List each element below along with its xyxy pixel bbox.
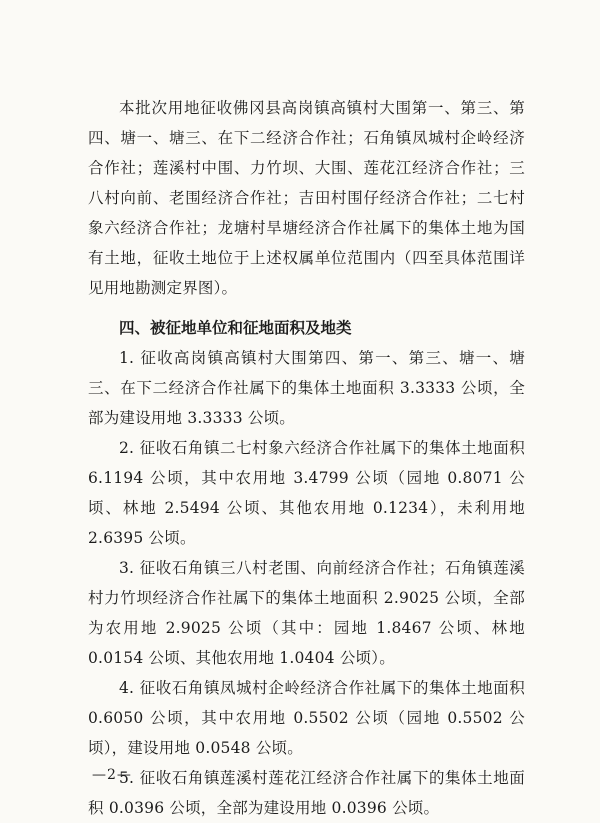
paragraph-item-1: 1. 征收高岗镇高镇村大围第四、第一、第三、塘一、塘三、在下二经济合作社属下的集体土地面积 3.3333 公顷，全部为建设用地 3.3333 公顷。 — [88, 349, 525, 427]
paragraph-intro: 本批次用地征收佛冈县高岗镇高镇村大围第一、第三、第四、塘一、塘三、在下二经济合作社；石角镇凤城村企岭经济合作社；莲溪村中围、力竹坝、大围、莲花江经济合作社；三八村向前、老围经济合作社；吉田村围仔经济合作社；二七村象六经济合作社；龙塘村旱塘经济合作社属下的集体土地为国有土地，征收土地位于上述权属单位范围内（四至具体范围详见用地勘测定界图）。 — [88, 99, 525, 297]
paragraph-item-5: 5. 征收石角镇莲溪村莲花江经济合作社属下的集体土地面积 0.0396 公顷，全部为建设用地 0.0396 公顷。 — [88, 769, 525, 817]
section-heading: 四、被征地单位和征地面积及地类 — [119, 319, 352, 337]
paragraph-item-3: 3. 征收石角镇三八村老围、向前经济合作社；石角镇莲溪村力竹坝经济合作社属下的集体土地面积 2.9025 公顷，全部为农用地 2.9025 公顷（其中：园地 1.8467 公顷、林地 0.0154 公顷、其他农用地 1.0404 公顷）。 — [88, 559, 525, 667]
page-number: —2— — [92, 767, 132, 783]
paragraph-item-2: 2. 征收石角镇二七村象六经济合作社属下的集体土地面积 6.1194 公顷，其中农用地 3.4799 公顷（园地 0.8071 公顷、林地 2.5494 公顷、其他农用地 0.1234），未利用地 2.6395 公顷。 — [88, 439, 525, 547]
spacer — [88, 303, 525, 313]
paragraph-item-4: 4. 征收石角镇凤城村企岭经济合作社属下的集体土地面积 0.6050 公顷，其中农用地 0.5502 公顷（园地 0.5502 公顷），建设用地 0.0548 公顷。 — [88, 679, 525, 757]
document-body — [88, 93, 525, 823]
